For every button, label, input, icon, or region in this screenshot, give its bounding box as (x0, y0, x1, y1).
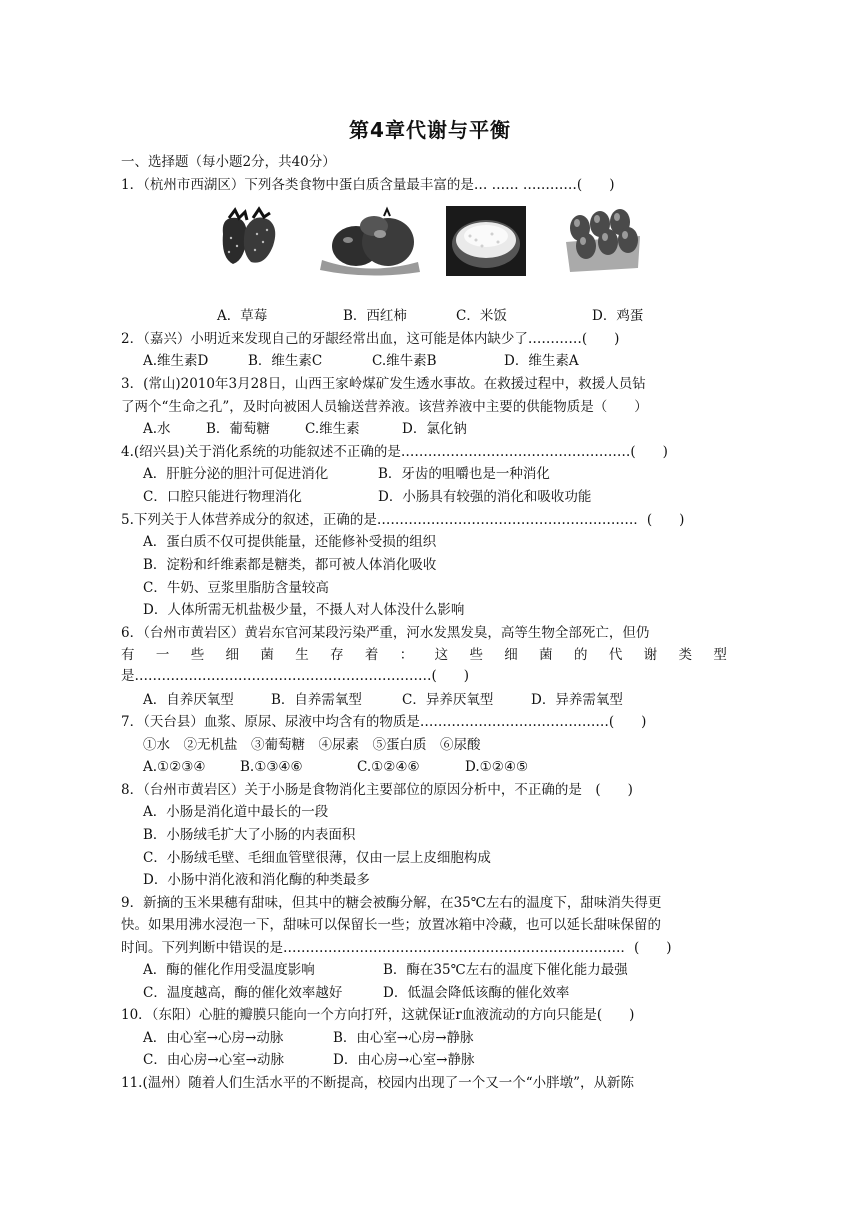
q6-word: ： (399, 647, 414, 663)
tomato-photo-icon (318, 206, 424, 278)
q6-word: 细 (225, 647, 240, 663)
q6-word: 一 (155, 647, 170, 663)
q6-word: 生 (295, 647, 309, 663)
q9-stem-line3: 时间。下列判断中错误的是…………………………………………………………………．( ) (121, 940, 672, 956)
q5-option-c: C．牛奶、豆浆里脂肪含量较高 (143, 580, 329, 596)
q1-option-c: C．米饭 (456, 308, 507, 324)
q6-word: 菌 (539, 647, 553, 663)
q3-stem-line2: 了两个“生命之孔”，及时向被困人员输送营养液。该营养液中主要的供能物质是（ ） (121, 399, 648, 415)
q6-stem-line2 (121, 645, 727, 665)
q6-word: 细 (504, 647, 518, 663)
q2-stem: 2．（嘉兴）小明近来发现自己的牙龈经常出血，这可能是体内缺少了…………( ) (121, 331, 620, 347)
q5-option-a: A．蛋白质不仅可提供能量，还能修补受损的组织 (143, 534, 437, 550)
q3-option-c: C.维生素 (305, 421, 360, 437)
q7-items: ①水 ②无机盐 ③葡萄糖 ④尿素 ⑤蛋白质 ⑥尿酸 (143, 737, 481, 753)
eggs-photo-icon (562, 206, 644, 274)
q6-word: 这 (434, 647, 449, 663)
q4-option-d: D．小肠具有较强的消化和吸收功能 (378, 489, 592, 505)
q6-stem-line3: 是…………………………………………………………( ) (121, 668, 470, 684)
q8-option-d: D．小肠中消化液和消化酶的种类最多 (143, 872, 370, 888)
q2-option-b: B．维生素C (248, 353, 323, 369)
q7-option-d: D.①②④⑤ (465, 759, 529, 775)
q6-option-b: B．自养需氧型 (271, 692, 362, 708)
page-title: 第4章代谢与平衡 (349, 118, 511, 142)
q10-option-c: C．由心房→心室→动脉 (143, 1052, 284, 1068)
q6-word: 着 (364, 647, 379, 663)
q8-stem: 8．（台州市黄岩区）关于小肠是食物消化主要部位的原因分析中，不正确的是 ( ) (121, 782, 633, 798)
q9-stem-line1: 9．新摘的玉米果穗有甜味，但其中的糖会被酶分解，在35℃左右的温度下，甜味消失得更 (121, 895, 662, 911)
q6-word: 菌 (260, 647, 274, 663)
q5-option-d: D．人体所需无机盐极少量，不摄人对人体没什么影响 (143, 602, 465, 618)
q11-stem: 11.(温州）随着人们生活水平的不断提高，校园内出现了一个又一个“小胖墩”，从新陈 (121, 1075, 635, 1091)
q8-option-b: B．小肠绒毛扩大了小肠的内表面积 (143, 827, 356, 843)
q4-option-c: C．口腔只能进行物理消化 (143, 489, 302, 505)
q1-option-d: D．鸡蛋 (592, 308, 644, 324)
q6-word: 存 (330, 647, 344, 663)
q9-option-a: A．酶的催化作用受温度影响 (143, 962, 315, 978)
q6-word: 类 (678, 647, 692, 663)
q6-word: 型 (713, 647, 727, 663)
q3-option-a: A.水 (143, 421, 171, 437)
q5-stem: 5.下列关于人体营养成分的叙述，正确的是…………………………………………………．( ) (121, 512, 685, 528)
q6-word: 谢 (643, 647, 658, 663)
q4-option-a: A．肝脏分泌的胆汁可促进消化 (143, 466, 329, 482)
q6-option-a: A．自养厌氧型 (143, 692, 234, 708)
q6-word: 些 (190, 647, 205, 663)
rice-photo-icon (446, 206, 526, 276)
q7-option-a: A.①②③④ (143, 759, 206, 775)
q7-stem: 7．（天台县）血浆、原尿、尿液中均含有的物质是……………………………………( ) (121, 714, 647, 730)
q6-word: 些 (469, 647, 483, 663)
q10-option-a: A．由心室→心房→动脉 (143, 1030, 284, 1046)
q9-option-c: C．温度越高，酶的催化效率越好 (143, 985, 343, 1001)
q10-stem: 10．（东阳）心脏的瓣膜只能向一个方向打歼，这就保证r血液流动的方向只能是( ) (121, 1007, 635, 1023)
section-heading: 一、选择题（每小题2分，共40分） (121, 154, 336, 170)
q5-option-b: B．淀粉和纤维素都是糖类，都可被人体消化吸收 (143, 557, 437, 573)
q1-option-b: B．西红柿 (343, 308, 407, 324)
q7-option-b: B.①③④⑥ (240, 759, 303, 775)
q6-word: 的 (573, 647, 588, 663)
q3-option-b: B．葡萄糖 (206, 421, 270, 437)
q10-option-d: D．由心房→心室→静脉 (333, 1052, 475, 1068)
q8-option-a: A．小肠是消化道中最长的一段 (143, 804, 329, 820)
q1-option-a: A．草莓 (217, 308, 268, 324)
q7-option-c: C.①②④⑥ (357, 759, 420, 775)
q6-word: 代 (608, 647, 623, 663)
q2-option-c: C.维牛素B (372, 353, 437, 369)
strawberry-photo-icon (213, 206, 283, 272)
q6-word: 有 (121, 647, 135, 663)
q6-stem-line1: 6．（台州市黄岩区）黄岩东官河某段污染严重，河水发黑发臭，高等生物全部死亡，但仍 (121, 625, 650, 641)
q3-stem-line1: 3．(常山)2010年3月28日，山西王家岭煤矿发生透水事故。在救援过程中，救援人员钻 (121, 376, 646, 392)
q1-images (0, 206, 860, 282)
q9-stem-line2: 快。如果用沸水浸泡一下，甜味可以保留长一些；放置冰箱中冷藏，也可以延长甜味保留的 (121, 917, 661, 933)
q2-option-a: A.维生素D (143, 353, 209, 369)
q3-option-d: D．氯化钠 (402, 421, 467, 437)
q9-option-b: B．酶在35℃左右的温度下催化能力最强 (383, 962, 628, 978)
q9-option-d: D．低温会降低该酶的催化效率 (383, 985, 570, 1001)
q10-option-b: B．由心室→心房→静脉 (333, 1030, 474, 1046)
q6-option-d: D．异养需氧型 (531, 692, 623, 708)
q1-stem: 1．（杭州市西湖区）下列各类食物中蛋白质含量最丰富的是… …… …………( ) (121, 177, 615, 193)
q4-option-b: B．牙齿的咀嚼也是一种消化 (378, 466, 550, 482)
q6-option-c: C．异养厌氧型 (402, 692, 494, 708)
q4-stem: 4.(绍兴县)关于消化系统的功能叙述不正确的是……………………………………………( ) (121, 444, 668, 460)
q2-option-d: D．维生素A (504, 353, 579, 369)
q8-option-c: C．小肠绒毛壁、毛细血管壁很薄，仅由一层上皮细胞构成 (143, 850, 491, 866)
